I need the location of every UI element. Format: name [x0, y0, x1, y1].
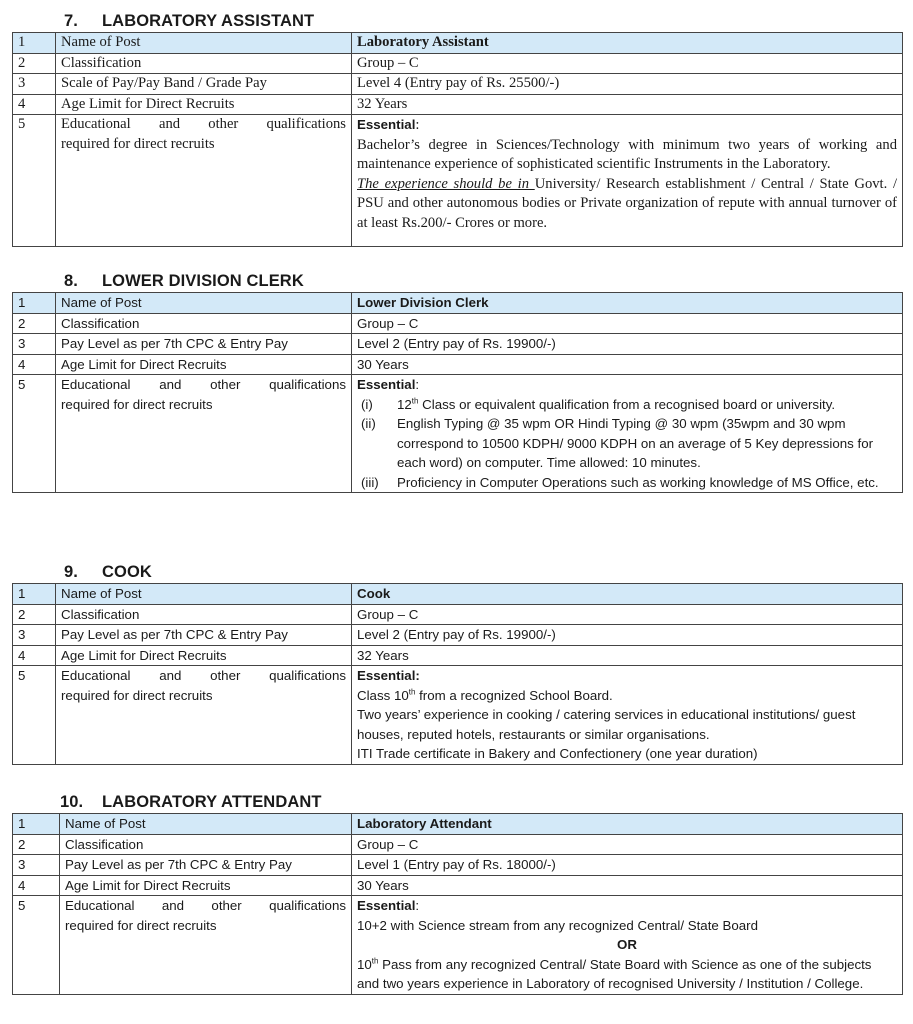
post-details-table	[12, 583, 903, 765]
table-row: 5 Educational and other qualifications required for direct recruits Essential: 10+2 with Science stream from any recognized Central/ State Board OR 10th Pass from any recognized Central/ State Board with Science as one of the subjects and two years experience in Laboratory of recognised University / Institution / College.	[13, 896, 903, 995]
or-separator: OR	[617, 937, 637, 952]
essential-label: Essential	[357, 117, 416, 132]
table-row: 2 Classification Group – C	[13, 313, 903, 334]
table-row: 3 Scale of Pay/Pay Band / Grade Pay Level 4 (Entry pay of Rs. 25500/-)	[13, 74, 903, 95]
table-row: 4 Age Limit for Direct Recruits 32 Years	[13, 645, 903, 666]
post-name: Laboratory Assistant	[352, 33, 903, 54]
post-name: Cook	[352, 584, 903, 605]
post-name: Lower Division Clerk	[352, 293, 903, 314]
table-row: 3 Pay Level as per 7th CPC & Entry Pay Level 2 (Entry pay of Rs. 19900/-)	[13, 334, 903, 355]
section-title: 10. LABORATORY ATTENDANT	[60, 793, 322, 811]
list-item: (i) 12th Class or equivalent qualification from a recognised board or university.	[361, 396, 836, 412]
post-details-table	[12, 32, 903, 247]
post-details-table	[12, 813, 903, 995]
table-row: 2 Classification Group – C	[13, 604, 903, 625]
section-lower-division-clerk	[12, 270, 903, 493]
section-laboratory-assistant	[12, 10, 903, 247]
post-details-table	[12, 292, 903, 493]
table-row: 2 Classification Group – C	[13, 834, 903, 855]
essential-label: Essential	[357, 377, 416, 392]
section-title: 7. LABORATORY ASSISTANT	[64, 12, 315, 30]
table-row: 1 Name of Post Laboratory Attendant	[13, 814, 903, 835]
table-row: 3 Pay Level as per 7th CPC & Entry Pay Level 1 (Entry pay of Rs. 18000/-)	[13, 855, 903, 876]
table-row: 1 Name of Post Laboratory Assistant	[13, 33, 903, 54]
essential-label: Essential	[357, 898, 416, 913]
table-row: 3 Pay Level as per 7th CPC & Entry Pay Level 2 (Entry pay of Rs. 19900/-)	[13, 625, 903, 646]
table-row: 4 Age Limit for Direct Recruits 30 Years	[13, 875, 903, 896]
table-row: 2 Classification Group – C	[13, 53, 903, 74]
table-row: 5 Educational and other qualifications required for direct recruits Essential: Class 10th from a recognized School Board. Two years’ experience in cooking / catering services in educational institutions/ guest houses, reputed hotels, restaurants or similar organisations. ITI Trade certificate in Bakery and Confectionery (one year duration)	[13, 666, 903, 765]
post-name: Laboratory Attendant	[352, 814, 903, 835]
table-row: 1 Name of Post Lower Division Clerk	[13, 293, 903, 314]
section-cook	[12, 561, 903, 765]
section-title: 8. LOWER DIVISION CLERK	[64, 272, 304, 290]
table-row: 4 Age Limit for Direct Recruits 30 Years	[13, 354, 903, 375]
table-row: 5 Educational and other qualifications required for direct recruits Essential: Bachelor’s degree in Sciences/Technology with minimum two years of working and maintenance experience of sophisticated scientific Instruments in the Laboratory. The experience should be in University/ Research establishment / Central / State Govt. / PSU and other autonomous bodies or Private organization of repute with annual turnover of at least Rs.200/- Crores or more.	[13, 115, 903, 247]
section-title: 9. COOK	[64, 563, 152, 581]
table-row: 1 Name of Post Cook	[13, 584, 903, 605]
section-laboratory-attendant	[12, 791, 903, 995]
list-item: (ii) English Typing @ 35 wpm OR Hindi Typing @ 30 wpm (35wpm and 30 wpm correspond to 10500 KDPH/ 9000 KDPH on an average of 5 Key depressions for each word) on computer. Time allowed: 10 minutes.	[361, 416, 874, 470]
essential-label: Essential:	[357, 668, 420, 683]
table-row: 5 Educational and other qualifications required for direct recruits Essential: (i) 12th Class or equivalent qualification from a recognised board or university. (ii) English Typing @ 35 wpm OR Hindi Typing @ 30 wpm (35wpm and 30 wpm correspond to 10500 KDPH/ 9000 KDPH on an average of 5 Key depressions for each word) on computer. Time allowed: 10 minutes. (iii) Proficiency in Computer Operations such as working knowledge of MS Office, etc.	[13, 375, 903, 493]
table-row: 4 Age Limit for Direct Recruits 32 Years	[13, 94, 903, 115]
list-item: (iii) Proficiency in Computer Operations such as working knowledge of MS Office, etc.	[361, 474, 879, 490]
